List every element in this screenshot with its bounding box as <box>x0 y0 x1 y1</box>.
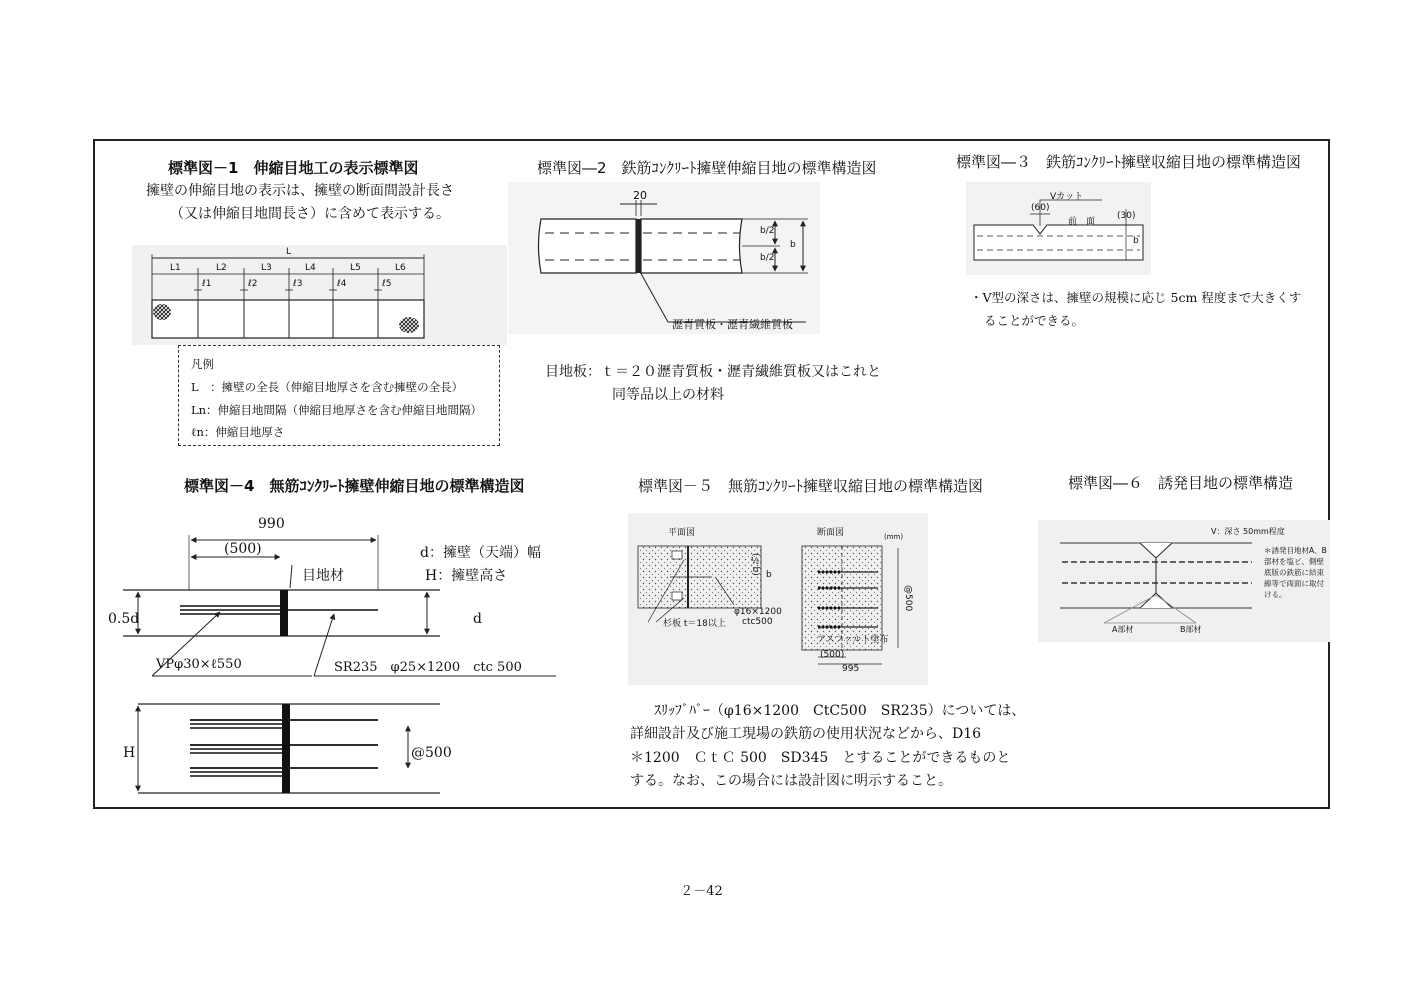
fig4-sr-label: SR235 φ25×1200 ctc 500 <box>334 660 522 675</box>
fig5-dim-500: (500) <box>820 650 845 660</box>
legend-line-1: L ：擁壁の全長（伸縮目地厚さを含む擁壁の全長） <box>191 380 464 394</box>
fig4-dim-990: 990 <box>258 516 285 532</box>
fig3-title: 標準図―３ 鉄筋ｺﾝｸﾘｰﾄ擁壁収縮目地の標準構造図 <box>956 153 1302 171</box>
fig6-part-a: A部材 <box>1112 625 1134 634</box>
fig1-desc-line2: （又は伸縮目地間長さ）に含めて表示する。 <box>170 206 450 222</box>
page-number: ２－42 <box>680 884 723 899</box>
fig5-plan-label: 平面図 <box>668 528 696 538</box>
fig5-pitch-label: @500 <box>903 585 913 612</box>
fig2-dim-b-half-top: b/2 <box>760 226 775 236</box>
fig5-title: 標準図－５ 無筋ｺﾝｸﾘｰﾄ擁壁収縮目地の標準構造図 <box>638 477 984 495</box>
fig3-note-line1: ・V型の深さは、擁壁の規模に応じ 5cm 程度まで大きくす <box>970 290 1302 305</box>
fig3-note-line2: ることができる。 <box>984 313 1085 328</box>
fig4-title: 標準図－4 無筋ｺﾝｸﾘｰﾄ擁壁伸縮目地の標準構造図 <box>184 477 525 495</box>
fig6-note-line5: ける。 <box>1264 590 1287 599</box>
fig3-face-label: 前 面 <box>1068 217 1096 227</box>
fig5-section-label: 断面図 <box>817 528 845 538</box>
fig3-vcut-label: Vカット <box>1050 192 1084 202</box>
legend-heading: 凡例 <box>191 357 214 371</box>
fig5-board-label: 杉板 t＝18以上 <box>663 619 726 629</box>
fig4-legend-d: d：擁壁（天端）幅 <box>420 545 541 561</box>
fig6-note-line2: 部材を塩ビ、側壁 <box>1264 557 1324 566</box>
fig4-vp-label: VPφ30×ℓ550 <box>156 657 242 672</box>
fig5-note-line3: ＊1200 ＣｔＣ 500 SD345 とすることができるものと <box>630 750 1011 766</box>
fig3-dim-60: (60) <box>1031 203 1050 213</box>
fig5-note-line1: ｽﾘｯﾌﾞﾊﾞｰ（φ16×1200 CtC500 SR235）については、 <box>654 703 1026 719</box>
fig4-dim-half-d: 0.5d <box>108 611 140 627</box>
fig1-dim-L6: L6 <box>395 263 406 273</box>
fig4-dim-d: d <box>473 611 482 627</box>
fig1-dim-L4: L4 <box>305 263 316 273</box>
fig2-note-line2: 同等品以上の材料 <box>612 387 724 403</box>
fig6-note-line4: 線等で両面に取付 <box>1264 579 1324 588</box>
fig6-title: 標準図―６ 誘発目地の標準構造 <box>1068 474 1294 492</box>
fig4-joint-label: 目地材 <box>302 568 344 584</box>
fig1-dim-l4: ℓ4 <box>337 279 347 289</box>
fig6-part-b: B部材 <box>1180 625 1202 634</box>
fig5-asphalt-label: アスファルト塗布 <box>817 635 889 645</box>
fig1-dim-L3: L3 <box>261 263 272 273</box>
fig6-note <box>1264 545 1327 600</box>
fig2-title: 標準図―2 鉄筋ｺﾝｸﾘｰﾄ擁壁伸縮目地の標準構造図 <box>537 159 877 177</box>
fig5-ctc-label: ctc500 <box>742 617 773 627</box>
fig5-dim-b: b <box>766 570 772 580</box>
fig5-note-line2: 詳細設計及び施工現場の鉄筋の使用状況などから、D16 <box>630 726 982 742</box>
fig1-dim-l3: ℓ3 <box>293 279 303 289</box>
fig5-dim-half-b: (½b) <box>750 553 760 576</box>
fig1-dim-l1: ℓ1 <box>202 279 212 289</box>
fig6-depth-label: V：深さ 50mm程度 <box>1211 527 1285 536</box>
fig1-desc-line1: 擁壁の伸縮目地の表示は、擁壁の断面間設計長さ <box>146 183 454 199</box>
fig2-callout-label: 瀝青質板・瀝青繊維質板 <box>672 318 793 331</box>
fig4-pitch-label: @500 <box>411 745 452 761</box>
fig5-note-line4: する。なお、この場合には設計図に明示すること。 <box>630 773 952 789</box>
fig3-dim-b: b <box>1133 236 1139 246</box>
fig6-note-line3: 底版の鉄筋に結束 <box>1264 568 1324 577</box>
legend-line-3: ℓn：伸縮目地厚さ <box>191 425 285 439</box>
fig2-dim-20: 20 <box>633 189 647 202</box>
fig1-dim-l5: ℓ5 <box>382 279 392 289</box>
fig3-dim-30: (30) <box>1117 211 1136 221</box>
fig4-legend-h: H：擁壁高さ <box>425 568 508 584</box>
fig4-dim-H: H <box>123 745 136 761</box>
fig2-dim-b: b <box>790 240 796 250</box>
fig1-dim-l2: ℓ2 <box>248 279 258 289</box>
fig1-dim-L: L <box>286 247 292 257</box>
fig2-dim-b-half-bottom: b/2 <box>760 253 775 263</box>
fig1-dim-L5: L5 <box>350 263 361 273</box>
fig4-dim-500: (500) <box>224 541 262 557</box>
fig6-note-line1: ＊誘発目地材A、B <box>1264 546 1327 555</box>
fig5-bar-label: φ16×1200 <box>734 607 782 617</box>
fig1-title: 標準図－1 伸縮目地工の表示標準図 <box>168 159 419 177</box>
fig1-dim-L1: L1 <box>170 263 181 273</box>
fig1-dim-L2: L2 <box>216 263 227 273</box>
legend-line-2: Ln：伸縮目地間隔（伸縮目地厚さを含む伸縮目地間隔） <box>191 403 483 417</box>
fig2-note-line1: 目地板：ｔ＝２０瀝青質板・瀝青繊維質板又はこれと <box>545 364 881 380</box>
fig5-unit-label: (mm) <box>884 533 904 541</box>
fig5-dim-995: 995 <box>842 664 860 674</box>
